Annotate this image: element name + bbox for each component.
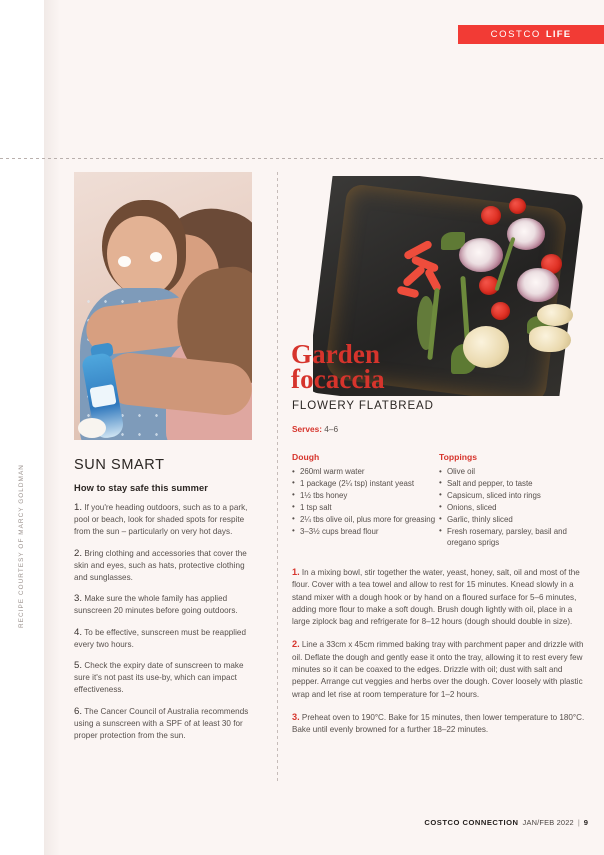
ingredient-item: • 1 package (2¼ tsp) instant yeast xyxy=(292,478,439,489)
recipe-step xyxy=(292,638,586,700)
ingredient-item: • 260ml warm water xyxy=(292,466,439,477)
ingredient-group-toppings xyxy=(439,452,586,549)
girl-face xyxy=(107,216,177,296)
garlic-slice xyxy=(537,304,573,326)
step-number: 2. xyxy=(292,639,300,650)
tip-text: Check the expiry date of sunscreen to make sure it's not past its use-by, which can impact effectiveness. xyxy=(74,661,244,695)
footer-brand: COSTCO CONNECTION xyxy=(424,818,519,827)
tip-text: The Cancer Council of Australia recommends using a sunscreen with a SPF of at least 30 for proper protection from the sun. xyxy=(74,706,249,741)
tip-item xyxy=(74,593,252,617)
ingredient-item: • 1½ tbs honey xyxy=(292,490,439,501)
tip-item xyxy=(74,706,252,743)
tip-text: Make sure the whole family has applied sunscreen 20 minutes before going outdoors. xyxy=(74,594,238,616)
garlic-slice xyxy=(529,326,571,352)
recipe-step xyxy=(292,711,586,737)
tip-item xyxy=(74,660,252,697)
ingredient-item: • 3–3½ cups bread flour xyxy=(292,526,439,537)
tip-text: To be effective, sunscreen must be reapplied every two hours. xyxy=(74,627,246,649)
ingredient-list xyxy=(439,466,586,548)
page-gutter-shadow xyxy=(44,0,60,855)
ingredient-group-title: Dough xyxy=(292,452,320,462)
ingredient-item: • Salt and pepper, to taste xyxy=(439,478,586,489)
tomato-slice xyxy=(491,302,510,320)
tip-text: If you're heading outdoors, such as to a park, pool or beach, look for shaded spots for respite from the sun – particularly on very hot days. xyxy=(74,503,248,537)
step-number: 3. xyxy=(292,711,300,722)
ingredient-group-dough xyxy=(292,452,439,549)
ingredient-item: • Onions, sliced xyxy=(439,502,586,513)
tip-item xyxy=(74,502,252,539)
ingredient-item: • Olive oil xyxy=(439,466,586,477)
ingredient-group-title: Toppings xyxy=(439,452,478,462)
ingredient-item: • Capsicum, sliced into rings xyxy=(439,490,586,501)
serves-value: 4–6 xyxy=(324,424,339,434)
recipe-title xyxy=(291,339,385,394)
recipe-subtitle: FLOWERY FLATBREAD xyxy=(292,400,434,412)
ingredient-item: • 1 tsp salt xyxy=(292,502,439,513)
serves-label: Serves: xyxy=(292,424,322,434)
footer-separator: | xyxy=(577,818,580,827)
recipe-serves xyxy=(292,424,338,434)
ingredients-section xyxy=(292,452,586,549)
tip-number: 1. xyxy=(74,502,83,513)
recipe-step xyxy=(292,566,586,628)
recipe-steps xyxy=(292,566,586,747)
sunscreen-smear-arm xyxy=(78,418,106,438)
step-text: Line a 33cm x 45cm rimmed baking tray with parchment paper and drizzle with oil. Deflate the dough and gently ease it onto the tray, allowing it to rest every few minutes so it can be coaxed to the edges. Drizzle with oil; dust with salt and pepper. Arrange cut veggies and herbs over the dough. Cover loosely with plastic wrap and let rise at room temperature for 1–2 hours. xyxy=(292,640,584,699)
onion-ring xyxy=(459,238,503,272)
vertical-divider xyxy=(277,172,278,782)
step-text: In a mixing bowl, stir together the water, yeast, honey, salt, oil and most of the flour. Cover with a tea towel and allow to rest for 15 minutes. Knead slowly in a stand mixer with a dough hook or by hand on a floured surface for 5–6 minutes, adding more flour to make a soft dough. Brush dough lightly with oil, place in a large ziplock bag and refrigerate for 8–12 hours (dough should double in size). xyxy=(292,568,580,627)
recipe-title-line1: Garden xyxy=(291,339,381,369)
header-section: LIFE xyxy=(545,29,572,40)
horizontal-divider xyxy=(0,158,604,159)
ingredient-item: • 2¼ tbs olive oil, plus more for greasing xyxy=(292,514,439,525)
ingredient-item: • Fresh rosemary, parsley, basil and oregano sprigs xyxy=(439,526,586,549)
sun-smart-heading: SUN SMART xyxy=(74,457,165,473)
page-footer xyxy=(424,818,588,827)
tip-number: 6. xyxy=(74,705,83,717)
tip-number: 2. xyxy=(74,547,83,559)
tip-item xyxy=(74,627,252,651)
sun-smart-tips xyxy=(74,502,252,742)
tip-item xyxy=(74,548,252,585)
header-brand: COSTCO xyxy=(490,29,541,40)
sun-smart-subheading: How to stay safe this summer xyxy=(74,483,209,493)
tomato-slice xyxy=(509,198,526,214)
ingredient-item: • Garlic, thinly sliced xyxy=(439,514,586,525)
tip-number: 4. xyxy=(74,626,83,638)
header-banner xyxy=(458,25,604,44)
onion-ring xyxy=(517,268,559,302)
sunscreen-bottle-label xyxy=(89,384,116,408)
sunscreen-photo xyxy=(74,172,252,440)
page-gutter xyxy=(0,0,44,855)
sun-smart-column xyxy=(74,172,252,751)
cheese-garlic-cluster xyxy=(463,326,509,368)
tomato-slice xyxy=(481,206,501,225)
recipe-credit: RECIPE COURTESY OF MARCY GOLDMAN xyxy=(18,464,25,628)
step-text: Preheat oven to 190°C. Bake for 15 minutes, then lower temperature to 180°C. Bake until evenly browned for a further 18–22 minutes. xyxy=(292,712,585,735)
sunscreen-smear-nose xyxy=(150,252,162,262)
step-number: 1. xyxy=(292,567,300,577)
parsley-sprig xyxy=(441,232,465,250)
tip-number: 3. xyxy=(74,593,83,605)
footer-date: JAN/FEB 2022 xyxy=(522,818,574,827)
recipe-title-line2: focaccia xyxy=(291,364,385,394)
sunscreen-smear-cheek xyxy=(118,256,131,267)
dill-sprig xyxy=(417,296,435,350)
tip-number: 5. xyxy=(74,660,83,672)
tip-text: Bring clothing and accessories that cover the skin and eyes, such as hats, protective clothing and sunglasses. xyxy=(74,548,247,583)
footer-page-number: 9 xyxy=(583,818,588,827)
ingredient-list xyxy=(292,466,439,537)
